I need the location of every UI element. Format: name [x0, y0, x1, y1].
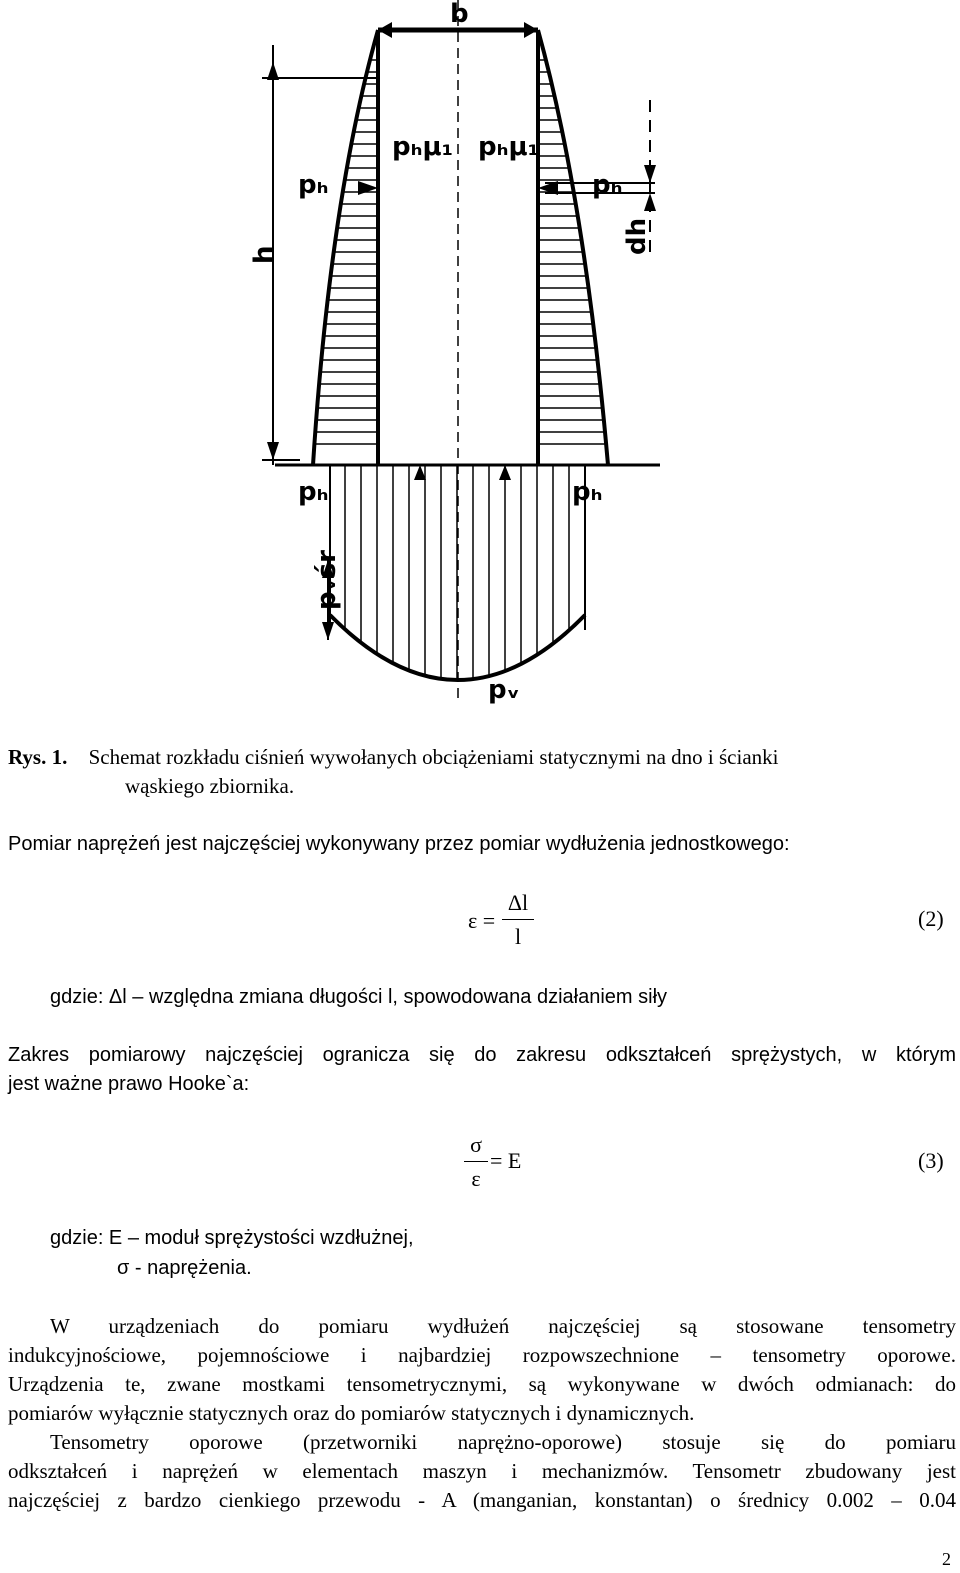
- eq2-number: (2): [918, 906, 944, 931]
- caption-line-2: wąskiego zbiornika.: [125, 774, 295, 798]
- eq2-numerator: Δl: [507, 890, 529, 915]
- caption-label: Rys. 1.: [8, 745, 68, 769]
- caption-text: Schemat rozkładu ciśnień wywołanych obciążeniami statycznymi na dno i ścianki: [88, 745, 779, 769]
- label-ph-left: pₕ: [298, 170, 329, 200]
- body-line-1: W urządzeniach do pomiaru wydłużeń najczęściej są stosowane tensometry: [50, 1314, 956, 1338]
- body-line-3: Urządzenia te, zwane mostkami tensometrycznymi, są wykonywane w dwóch odmianach: do: [8, 1372, 956, 1396]
- label-pvsr: pᵥśr: [312, 550, 342, 610]
- eq3-denominator: ε: [471, 1166, 481, 1191]
- eq2-denominator: l: [514, 924, 522, 949]
- eq3-numerator: σ: [470, 1132, 482, 1157]
- figure-caption: [8, 743, 778, 771]
- body-line-7: najczęściej z bardzo cienkiego przewodu - A (manganian, konstantan) o średnicy 0.002 – 0.04: [8, 1488, 956, 1512]
- where-modulus: gdzie: E – moduł sprężystości wzdłużnej,: [50, 1227, 414, 1249]
- label-b: b: [450, 0, 469, 29]
- label-dh: dh: [622, 217, 652, 255]
- label-ph-right: pₕ: [592, 170, 623, 200]
- page-number: 2: [942, 1549, 951, 1569]
- eq3-fraction-bar: [464, 1161, 488, 1162]
- label-ph-bottom-left: pₕ: [298, 477, 329, 507]
- pressure-distribution-figure: [0, 0, 960, 720]
- label-ph-mu1-right: pₕμ₁: [478, 132, 539, 162]
- label-ph-bottom-right: pₕ: [572, 477, 603, 507]
- paragraph-1: Pomiar naprężeń jest najczęściej wykonywany przez pomiar wydłużenia jednostkowego:: [8, 833, 790, 855]
- body-line-6: odkształceń i naprężeń w elementach maszyn i mechanizmów. Tensometr zbudowany jest: [8, 1459, 956, 1483]
- eq2-fraction-bar: [502, 919, 534, 920]
- paragraph-2-line-2: jest ważne prawo Hooke`a:: [8, 1073, 250, 1095]
- label-pv: pᵥ: [488, 675, 520, 705]
- eq3-rhs: = E: [490, 1148, 522, 1173]
- hatching: [314, 60, 606, 680]
- label-h: h: [249, 245, 279, 264]
- eq2-lhs: ε =: [468, 908, 496, 933]
- where-sigma: σ - naprężenia.: [117, 1257, 252, 1279]
- body-line-4: pomiarów wyłącznie statycznych oraz do pomiarów statycznych i dynamicznych.: [8, 1401, 695, 1425]
- body-line-2: indukcyjnościowe, pojemnościowe i najbardziej rozpowszechnione – tensometry oporowe.: [8, 1343, 956, 1367]
- body-line-5: Tensometry oporowe (przetworniki naprężno-oporowe) stosuje się do pomiaru: [50, 1430, 956, 1454]
- label-ph-mu1-left: pₕμ₁: [392, 132, 453, 162]
- paragraph-2-line-1: Zakres pomiarowy najczęściej ogranicza się do zakresu odkształceń sprężystych, w którym: [8, 1044, 956, 1066]
- where-delta-l: gdzie: Δl – względna zmiana długości l, spowodowana działaniem siły: [50, 986, 668, 1008]
- eq3-number: (3): [918, 1148, 944, 1173]
